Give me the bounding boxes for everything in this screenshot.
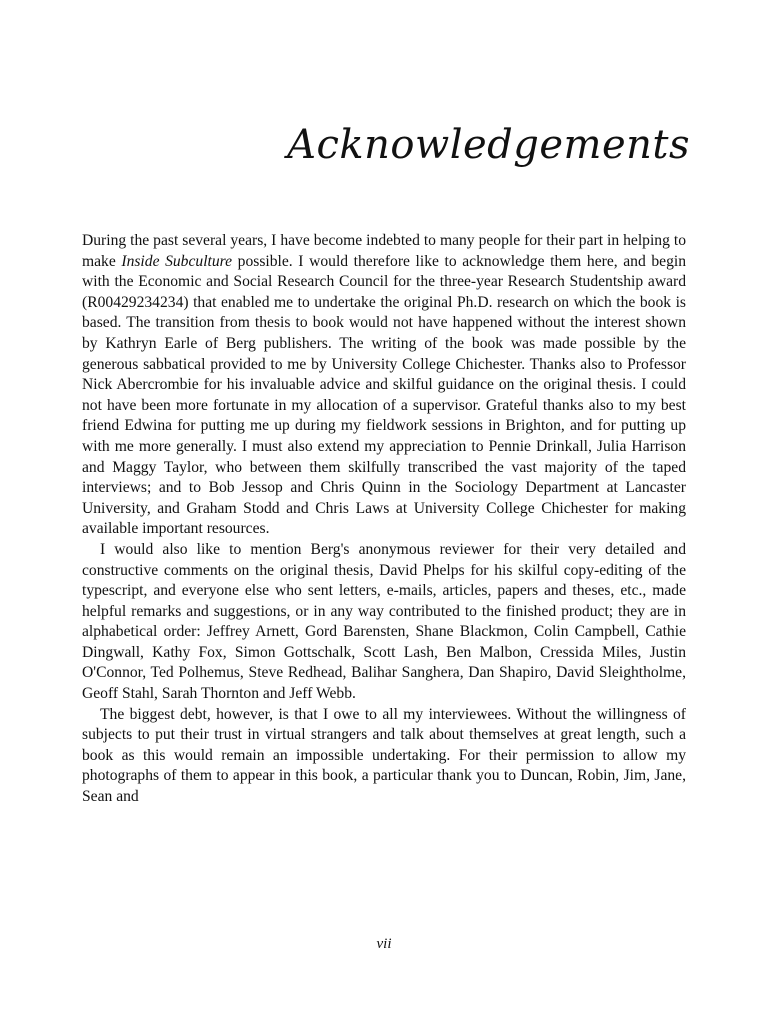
paragraph-1 — [82, 231, 686, 540]
page-title: Acknowledgements — [287, 122, 690, 168]
paragraph-3: The biggest debt, however, is that I owe to all my interviewees. Without the willingness of subjects to put their trust in virtual strangers and talk about themselves at great length, such a book as this would remain an impossible undertaking. For their permission to allow my photographs of them to appear in this book, a particular thank you to Duncan, Robin, Jim, Jane, Sean and — [82, 705, 686, 806]
book-title-inline: Inside Subculture — [121, 252, 233, 270]
paragraph-1-text-a: During the past several years, I have become indebted to many people for their part in helping to make — [82, 232, 686, 270]
acknowledgements-body — [82, 231, 686, 808]
paragraph-1-text-b: possible. I would therefore like to acknowledge them here, and begin with the Economic and Social Research Council for the three-year Research Studentship award (R00429234234) that enabled me to undertake the original Ph.D. research on which the book is based. The transition from thesis to book would not have happened without the interest shown by Kathryn Earle of Berg publishers. The writing of the book was made possible by the generous sabbatical provided to me by University College Chichester. Thanks also to Professor Nick Abercrombie for his invaluable advice and skilful guidance on the original thesis. I could not have been more fortunate in my allocation of a supervisor. Grateful thanks also to my best friend Edwina for putting me up during my fieldwork sessions in Brighton, and for putting up with me more generally. I must also extend my appreciation to Pennie Drinkall, Julia Harrison and Maggy Taylor, who between them skilfully transcribed the vast majority of the taped interviews; and to Bob Jessop and Chris Quinn in the Sociology Department at Lancaster University, and Graham Stodd and Chris Laws at University College Chichester for making available important resources. — [82, 252, 686, 538]
paragraph-2: I would also like to mention Berg's anonymous reviewer for their very detailed and constructive comments on the original thesis, David Phelps for his skilful copy-editing of the typescript, and everyone else who sent letters, e-mails, articles, papers and theses, etc., made helpful remarks and suggestions, or in any way contributed to the finished product; they are in alphabetical order: Jeffrey Arnett, Gord Barensten, Shane Blackmon, Colin Campbell, Cathie Dingwall, Kathy Fox, Simon Gottschalk, Scott Lash, Ben Malbon, Cressida Miles, Justin O'Connor, Ted Polhemus, Steve Redhead, Balihar Sanghera, Dan Shapiro, David Sleightholme, Geoff Stahl, Sarah Thornton and Jeff Webb. — [82, 540, 686, 703]
page-number: vii — [376, 936, 392, 952]
